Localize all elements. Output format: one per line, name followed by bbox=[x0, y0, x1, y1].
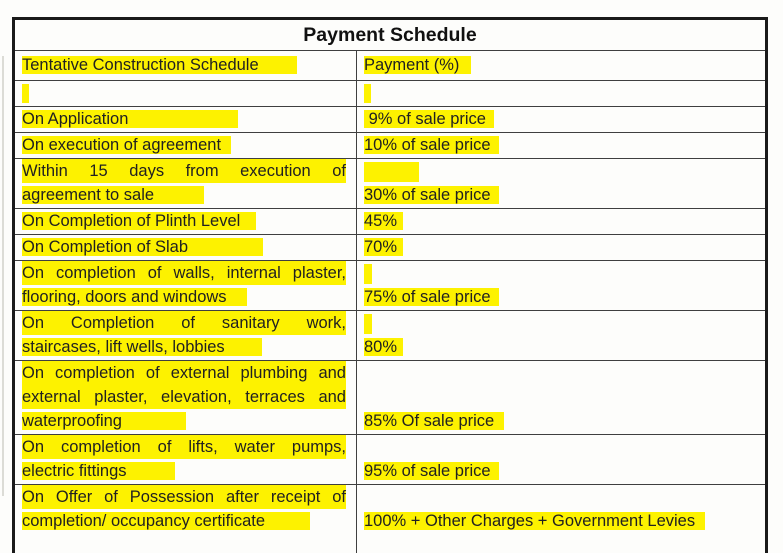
table-row bbox=[14, 159, 767, 209]
header-row bbox=[14, 51, 767, 81]
schedule-cell bbox=[14, 435, 357, 485]
schedule-line bbox=[22, 107, 346, 131]
schedule-cell bbox=[14, 235, 357, 261]
schedule-line-text: On execution of agreement bbox=[22, 136, 231, 154]
payment-value: 85% Of sale price bbox=[364, 412, 504, 430]
payment-cell bbox=[357, 81, 767, 107]
schedule-line bbox=[22, 133, 346, 157]
schedule-line-text: waterproofing bbox=[22, 412, 186, 430]
schedule-line-text: On Completion of Slab bbox=[22, 238, 263, 256]
schedule-line: On Offer of Possession after receipt of bbox=[22, 485, 346, 509]
schedule-line: external plaster, elevation, terraces and bbox=[22, 385, 346, 409]
payment-cell bbox=[357, 133, 767, 159]
schedule-cell bbox=[14, 159, 357, 209]
payment-value: 80% bbox=[364, 338, 403, 356]
payment-header-cell bbox=[357, 51, 767, 81]
payment-cell bbox=[357, 485, 767, 553]
payment-cell bbox=[357, 261, 767, 311]
payment-header-label: Payment (%) bbox=[364, 56, 471, 74]
payment-value: 10% of sale price bbox=[364, 136, 499, 154]
schedule-cell bbox=[14, 107, 357, 133]
schedule-line bbox=[22, 235, 346, 259]
schedule-line bbox=[22, 285, 346, 309]
highlight-mark bbox=[364, 314, 372, 334]
schedule-line: On completion of lifts, water pumps, bbox=[22, 435, 346, 459]
schedule-line bbox=[22, 509, 346, 533]
schedule-cell bbox=[14, 133, 357, 159]
schedule-line-text: On Completion of Plinth Level bbox=[22, 212, 256, 230]
schedule-cell bbox=[14, 361, 357, 435]
table-row bbox=[14, 235, 767, 261]
payment-value: 75% of sale price bbox=[364, 288, 499, 306]
schedule-line-text: electric fittings bbox=[22, 462, 175, 480]
payment-cell bbox=[357, 235, 767, 261]
payment-cell bbox=[357, 159, 767, 209]
schedule-cell bbox=[14, 311, 357, 361]
schedule-line bbox=[22, 335, 346, 359]
scan-artifact bbox=[2, 56, 4, 496]
schedule-line: On completion of walls, internal plaster, bbox=[22, 261, 346, 285]
schedule-header-cell bbox=[14, 51, 357, 81]
payment-schedule-table bbox=[12, 17, 768, 553]
schedule-line: On completion of external plumbing and bbox=[22, 361, 346, 385]
payment-cell bbox=[357, 209, 767, 235]
empty-row bbox=[14, 81, 767, 107]
schedule-line-text: On Application bbox=[22, 110, 238, 128]
highlight-mark bbox=[364, 84, 371, 103]
highlight-mark bbox=[364, 264, 372, 284]
page-title: Payment Schedule bbox=[14, 19, 767, 51]
highlight-mark bbox=[22, 84, 29, 103]
schedule-line-text: staircases, lift wells, lobbies bbox=[22, 338, 262, 356]
schedule-line bbox=[22, 183, 346, 207]
schedule-cell bbox=[14, 261, 357, 311]
schedule-line: Within 15 days from execution of bbox=[22, 159, 346, 183]
payment-value: 30% of sale price bbox=[364, 186, 499, 204]
table-body bbox=[14, 19, 767, 553]
payment-cell bbox=[357, 107, 767, 133]
schedule-cell bbox=[14, 81, 357, 107]
table-row bbox=[14, 261, 767, 311]
title-row bbox=[14, 19, 767, 51]
schedule-line: On Completion of sanitary work, bbox=[22, 311, 346, 335]
table-row bbox=[14, 311, 767, 361]
table-row bbox=[14, 133, 767, 159]
payment-value: 9% of sale price bbox=[364, 110, 494, 128]
schedule-cell bbox=[14, 209, 357, 235]
highlight-mark bbox=[364, 162, 419, 182]
schedule-line bbox=[22, 459, 346, 483]
schedule-line-text: flooring, doors and windows bbox=[22, 288, 247, 306]
schedule-header-label: Tentative Construction Schedule bbox=[22, 56, 297, 74]
payment-value: 70% bbox=[364, 238, 403, 256]
table-row bbox=[14, 209, 767, 235]
schedule-line bbox=[22, 409, 346, 433]
schedule-line-text: agreement to sale bbox=[22, 186, 204, 204]
table-row bbox=[14, 361, 767, 435]
table-row bbox=[14, 485, 767, 553]
schedule-cell bbox=[14, 485, 357, 553]
payment-value: 100% + Other Charges + Government Levies bbox=[364, 512, 705, 530]
table-row bbox=[14, 435, 767, 485]
payment-cell bbox=[357, 311, 767, 361]
schedule-line-text: completion/ occupancy certificate bbox=[22, 512, 310, 530]
payment-value: 95% of sale price bbox=[364, 462, 499, 480]
table-row bbox=[14, 107, 767, 133]
payment-cell bbox=[357, 435, 767, 485]
payment-value: 45% bbox=[364, 212, 403, 230]
payment-cell bbox=[357, 361, 767, 435]
schedule-line bbox=[22, 209, 346, 233]
